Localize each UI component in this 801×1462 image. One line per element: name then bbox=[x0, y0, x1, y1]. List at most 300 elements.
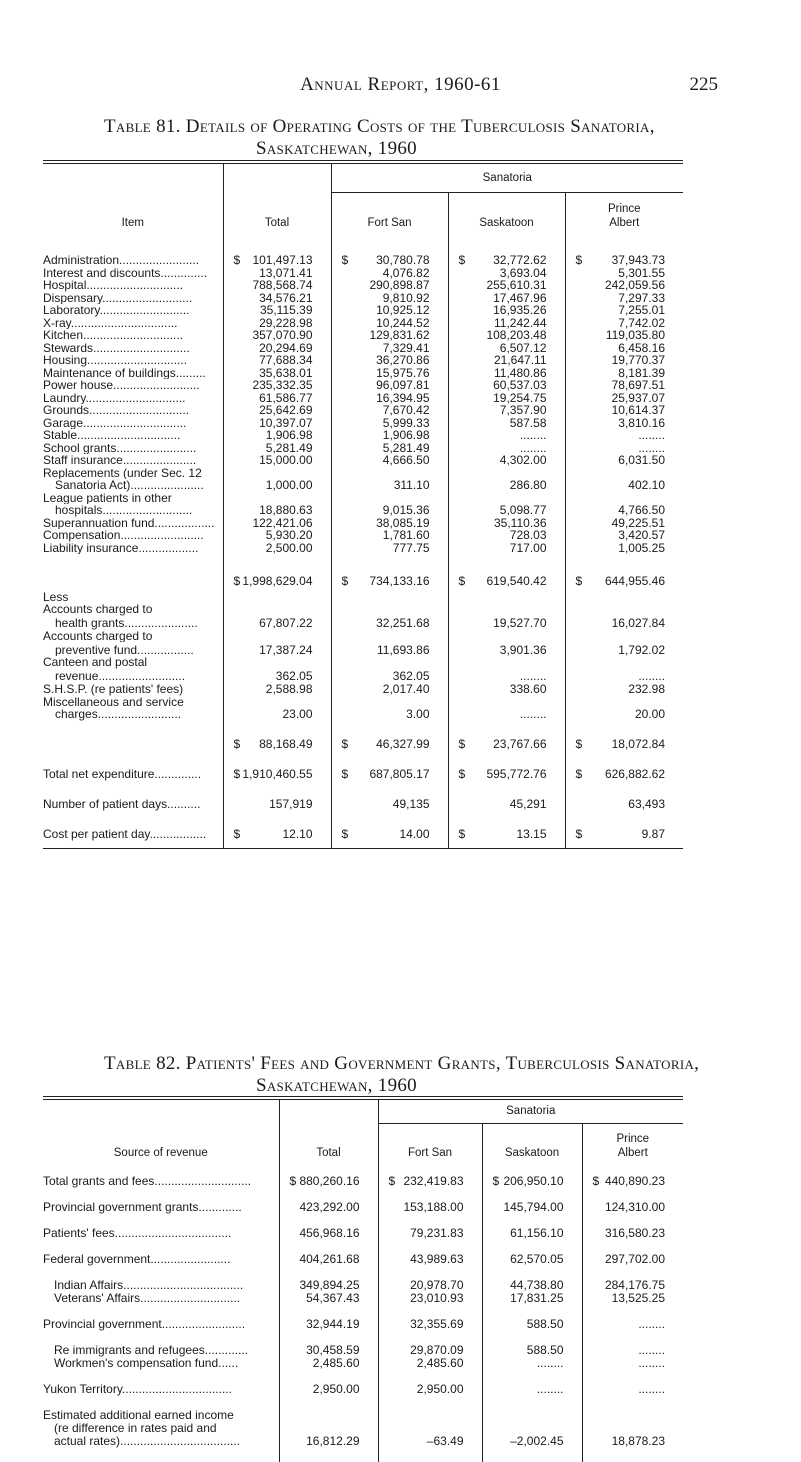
empty-cell bbox=[279, 1448, 378, 1462]
empty-cell bbox=[482, 1396, 582, 1422]
item-label bbox=[43, 587, 223, 603]
item-label: Miscellaneous and service bbox=[43, 696, 223, 709]
table-row bbox=[43, 254, 683, 267]
item-label: actual rates).................................... bbox=[43, 1435, 279, 1448]
saskatoon-cell bbox=[448, 603, 565, 616]
item-label bbox=[43, 236, 223, 254]
running-title: Annual Report, 1960-61 bbox=[300, 74, 501, 95]
item-label: Compensation......................... bbox=[43, 529, 223, 542]
total-cell: 25,642.69 bbox=[223, 404, 331, 417]
prince-albert-cell: 3,420.57 bbox=[618, 528, 665, 542]
rule-cell bbox=[565, 841, 683, 849]
saskatoon-cell bbox=[448, 696, 565, 709]
fort-san-cell: 11,693.86 bbox=[331, 642, 448, 656]
table82-title bbox=[104, 1053, 724, 1097]
total-header-spacer bbox=[223, 164, 331, 192]
empty-cell bbox=[582, 1448, 683, 1462]
item-label: Provincial government......................... bbox=[43, 1305, 279, 1331]
table81-title bbox=[104, 116, 724, 160]
total-cell: 34,576.21 bbox=[223, 292, 331, 305]
prince-albert-cell: ........ bbox=[638, 1343, 665, 1357]
table-row bbox=[43, 392, 683, 405]
fort-san-cell: 153,188.00 bbox=[378, 1188, 482, 1214]
table-row bbox=[43, 517, 683, 530]
total-cell: 32,944.19 bbox=[279, 1305, 378, 1331]
fort-san-cell bbox=[331, 603, 448, 616]
item-label: charges......................... bbox=[43, 708, 223, 721]
total-cell: 2,588.98 bbox=[223, 683, 331, 696]
fort-san-cell bbox=[331, 696, 448, 709]
saskatoon-cell: 717.00 bbox=[448, 542, 565, 555]
saskatoon-cell bbox=[448, 236, 565, 254]
saskatoon-cell: 588.50 bbox=[482, 1305, 582, 1331]
prince-albert-cell: 4,766.50 bbox=[618, 503, 665, 517]
item-label: revenue.......................... bbox=[43, 669, 223, 683]
prince-albert-cell: ........ bbox=[638, 1356, 665, 1370]
total-cell: 5,281.49 bbox=[223, 442, 331, 455]
saskatoon-cell: $ 23,767.66 bbox=[448, 721, 565, 751]
table-row bbox=[43, 1435, 683, 1448]
item-label: Replacements (under Sec. 12 bbox=[43, 467, 223, 480]
total-cell: 10,397.07 bbox=[223, 417, 331, 430]
fort-san-cell: 7,329.41 bbox=[331, 342, 448, 355]
table-row bbox=[43, 454, 683, 467]
saskatoon-cell: 62,570.05 bbox=[482, 1240, 582, 1266]
table-row bbox=[43, 417, 683, 430]
saskatoon-cell: 728.03 bbox=[448, 529, 565, 542]
prince-albert-cell: 49,225.51 bbox=[611, 515, 665, 530]
total-cell: 1,000.00 bbox=[223, 479, 331, 492]
fort-san-cell: 2,950.00 bbox=[378, 1370, 482, 1396]
total-cell: 54,367.43 bbox=[279, 1292, 378, 1305]
saskatoon-cell bbox=[448, 467, 565, 480]
item-label: Laboratory........................... bbox=[43, 304, 223, 317]
table-row bbox=[43, 342, 683, 355]
table-row bbox=[43, 267, 683, 280]
fort-san-cell: 290,898.87 bbox=[331, 279, 448, 292]
fort-san-cell: 5,999.33 bbox=[331, 417, 448, 430]
saskatoon-cell: 588.50 bbox=[482, 1331, 582, 1357]
fort-san-cell: 129,831.62 bbox=[331, 329, 448, 342]
sanatoria82-group-header: Sanatoria bbox=[378, 1100, 683, 1123]
item-label bbox=[43, 1165, 279, 1175]
fort-san-cell: 5,281.49 bbox=[331, 442, 448, 455]
item-label: Number of patient days.......... bbox=[43, 781, 223, 811]
item-header-spacer bbox=[43, 164, 223, 192]
total-cell: 16,812.29 bbox=[279, 1435, 378, 1448]
item-label: Hospital............................. bbox=[43, 279, 223, 292]
less-heading: Less bbox=[43, 589, 69, 603]
total-cell: $ 880,260.16 bbox=[279, 1175, 378, 1188]
total-cell bbox=[223, 656, 331, 669]
saskatoon-cell: 11,242.44 bbox=[448, 317, 565, 330]
total-cell: 2,950.00 bbox=[279, 1370, 378, 1396]
empty-cell bbox=[378, 1422, 482, 1435]
fort-san-cell bbox=[331, 236, 448, 254]
table-row bbox=[43, 317, 683, 330]
empty-cell bbox=[582, 1396, 683, 1422]
prince-albert-cell: 7,742.02 bbox=[618, 315, 665, 330]
table-row bbox=[43, 467, 683, 480]
fort-san-cell: 79,231.83 bbox=[378, 1214, 482, 1240]
table-row bbox=[43, 1396, 683, 1422]
prince-albert-cell: 13,525.25 bbox=[611, 1291, 665, 1305]
table-row bbox=[43, 367, 683, 380]
saskatoon-cell: $ 32,772.62 bbox=[448, 254, 565, 267]
page-header bbox=[0, 74, 801, 98]
column-header-prince-albert: Prince Albert bbox=[607, 203, 641, 229]
item-label: health grants...................... bbox=[43, 616, 223, 630]
fort-san-cell: 1,906.98 bbox=[331, 429, 448, 442]
total-cell: $ 1,910,460.55 bbox=[223, 751, 331, 781]
total-cell: $ 101,497.13 bbox=[223, 254, 331, 267]
item-label: Federal government........................ bbox=[43, 1240, 279, 1266]
total-cell: 2,485.60 bbox=[279, 1357, 378, 1370]
prince-albert-cell: 6,458.16 bbox=[618, 340, 665, 355]
item-label: Accounts charged to bbox=[43, 603, 223, 616]
saskatoon-cell: ........ bbox=[448, 429, 565, 442]
fort-san-cell: 96,097.81 bbox=[331, 379, 448, 392]
table-row bbox=[43, 404, 683, 417]
summary-row bbox=[43, 781, 683, 811]
prince-albert-cell: 124,310.00 bbox=[604, 1200, 665, 1214]
item-label: Yukon Territory................................. bbox=[43, 1370, 279, 1396]
table-row bbox=[43, 669, 683, 683]
total-cell: $ 88,168.49 bbox=[223, 721, 331, 751]
saskatoon-cell: $ 595,772.76 bbox=[448, 751, 565, 781]
item-label: Indian Affairs.................................... bbox=[43, 1266, 279, 1292]
prince-albert-cell: 284,176.75 bbox=[604, 1278, 665, 1292]
prince-albert-cell: 78,697.51 bbox=[611, 378, 665, 392]
fort-san-cell: 10,925.12 bbox=[331, 304, 448, 317]
table-row bbox=[43, 1240, 683, 1266]
table82-grid bbox=[43, 1100, 683, 1462]
saskatoon-cell: 11,480.86 bbox=[448, 367, 565, 380]
fort-san-cell: 2,017.40 bbox=[331, 683, 448, 696]
item-label: School grants........................ bbox=[43, 442, 223, 455]
rule-cell bbox=[43, 841, 223, 849]
total-cell: $ 12.10 bbox=[223, 811, 331, 841]
fort-san-cell: 36,270.86 bbox=[331, 354, 448, 367]
fort-san-cell bbox=[331, 587, 448, 603]
prince-albert-cell: 5,301.55 bbox=[618, 265, 665, 280]
item-label: Garage............................... bbox=[43, 417, 223, 430]
item-label: Veterans' Affairs.............................. bbox=[43, 1292, 279, 1305]
table-row bbox=[43, 656, 683, 669]
fort-san-cell: 7,670.42 bbox=[331, 404, 448, 417]
prince-albert-cell: ........ bbox=[638, 428, 665, 442]
item-label bbox=[43, 721, 223, 751]
prince-albert-cell: 402.10 bbox=[628, 478, 665, 492]
fort-san-cell: 1,781.60 bbox=[331, 529, 448, 542]
prince-albert-cell bbox=[565, 603, 683, 616]
table-row bbox=[43, 1188, 683, 1214]
empty-cell bbox=[279, 1422, 378, 1435]
fort-san-cell: 9,015.36 bbox=[331, 504, 448, 517]
saskatoon-cell: 44,738.80 bbox=[482, 1266, 582, 1292]
table-row bbox=[43, 1175, 683, 1188]
item-label: Grounds.............................. bbox=[43, 404, 223, 417]
total-cell: $ 1,998,629.04 bbox=[223, 554, 331, 587]
table81-title-line1: Table 81. Details of Operating Costs of the Tuberculosis Sanatoria, bbox=[104, 116, 655, 137]
total-cell: 235,332.35 bbox=[223, 379, 331, 392]
table-row bbox=[43, 1331, 683, 1357]
prince-albert-cell: 7,297.33 bbox=[618, 290, 665, 305]
item-label: Liability insurance.................. bbox=[43, 542, 223, 555]
fort-san-cell: $ 687,805.17 bbox=[331, 751, 448, 781]
total-cell: 349,894.25 bbox=[279, 1266, 378, 1292]
spacer-row bbox=[43, 1165, 683, 1175]
column-header-item: Item bbox=[43, 192, 223, 236]
table-row bbox=[43, 279, 683, 292]
prince-albert-cell: ........ bbox=[638, 1317, 665, 1331]
column-header-saskatoon: Saskatoon bbox=[448, 192, 565, 236]
column-header-fort-san: Fort San bbox=[331, 192, 448, 236]
table-row bbox=[43, 1370, 683, 1396]
total-cell: 30,458.59 bbox=[279, 1331, 378, 1357]
table-row bbox=[43, 442, 683, 455]
prince-albert-cell: ........ bbox=[638, 1382, 665, 1396]
empty-cell bbox=[482, 1422, 582, 1435]
table-row bbox=[43, 292, 683, 305]
rule-cell bbox=[448, 841, 565, 849]
total-cell: 23.00 bbox=[223, 708, 331, 721]
item-label: hospitals........................... bbox=[43, 504, 223, 517]
saskatoon-cell: 21,647.11 bbox=[448, 354, 565, 367]
total-cell bbox=[223, 587, 331, 603]
prince-albert-cell: 242,059.56 bbox=[604, 278, 665, 292]
prince-albert-cell bbox=[565, 587, 683, 603]
fort-san-cell: $ 232,419.83 bbox=[378, 1175, 482, 1188]
table82-title-line1: Table 82. Patients' Fees and Government Grants, Tuberculosis Sanatoria, bbox=[104, 1053, 700, 1074]
subtotal-row bbox=[43, 554, 683, 587]
saskatoon-cell: 19,527.70 bbox=[448, 616, 565, 630]
fort-san-cell: 38,085.19 bbox=[331, 517, 448, 530]
saskatoon-cell: $ 206,950.10 bbox=[482, 1175, 582, 1188]
saskatoon-cell: –2,002.45 bbox=[482, 1435, 582, 1448]
item-label: Provincial government grants............. bbox=[43, 1188, 279, 1214]
source-header-spacer bbox=[43, 1100, 279, 1123]
page-number: 225 bbox=[689, 74, 718, 95]
total-cell: 18,880.63 bbox=[223, 504, 331, 517]
item-label: Total grants and fees............................. bbox=[43, 1175, 279, 1188]
prince-albert-cell: 8,181.39 bbox=[618, 365, 665, 380]
table-row bbox=[43, 642, 683, 656]
fort-san-cell: 29,870.09 bbox=[378, 1331, 482, 1357]
total-cell: 456,968.16 bbox=[279, 1214, 378, 1240]
saskatoon-cell bbox=[448, 587, 565, 603]
prince-albert-cell bbox=[565, 696, 683, 709]
table-row bbox=[43, 696, 683, 709]
item-label: Estimated additional earned income bbox=[43, 1396, 279, 1422]
fort-san-cell bbox=[331, 467, 448, 480]
summary-row bbox=[43, 751, 683, 781]
saskatoon-cell: 286.80 bbox=[448, 479, 565, 492]
saskatoon-cell: 45,291 bbox=[448, 781, 565, 811]
item-label: Dispensary........................... bbox=[43, 292, 223, 305]
total82-header-spacer bbox=[279, 1100, 378, 1123]
item-label: Patients' fees................................... bbox=[43, 1214, 279, 1240]
saskatoon-cell: 145,794.00 bbox=[482, 1188, 582, 1214]
fort-san-cell: 49,135 bbox=[331, 781, 448, 811]
item-label: Maintenance of buildings......... bbox=[43, 367, 223, 380]
table81-bottom-rule bbox=[43, 841, 683, 849]
prince-albert-cell bbox=[565, 467, 683, 480]
saskatoon-cell: ........ bbox=[448, 708, 565, 721]
rule-cell bbox=[223, 841, 331, 849]
prince-albert-cell: ........ bbox=[638, 669, 665, 683]
prince-albert-cell: $ 18,072.84 bbox=[575, 737, 665, 751]
prince-albert-cell: 63,493 bbox=[628, 797, 665, 811]
item-label: Kitchen.............................. bbox=[43, 329, 223, 342]
table-row bbox=[43, 1422, 683, 1435]
item-label: Stable............................... bbox=[43, 429, 223, 442]
prince-albert-cell: 19,770.37 bbox=[611, 353, 665, 367]
fort-san-cell: 20,978.70 bbox=[378, 1266, 482, 1292]
item-label: Staff insurance...................... bbox=[43, 454, 223, 467]
saskatoon-cell: 5,098.77 bbox=[448, 504, 565, 517]
fort-san-cell: 2,485.60 bbox=[378, 1357, 482, 1370]
saskatoon-cell: 4,302.00 bbox=[448, 454, 565, 467]
prince-albert-cell: 3,810.16 bbox=[618, 415, 665, 430]
total-cell: 35,638.01 bbox=[223, 367, 331, 380]
table81-grid bbox=[43, 164, 683, 849]
saskatoon-cell bbox=[448, 630, 565, 643]
fort-san-cell: $ 14.00 bbox=[331, 811, 448, 841]
item-label: Stewards............................. bbox=[43, 342, 223, 355]
saskatoon-cell: 3,901.36 bbox=[448, 642, 565, 656]
prince-albert-cell: 18,878.23 bbox=[611, 1434, 665, 1448]
table-row bbox=[43, 479, 683, 492]
prince-albert-cell: 119,035.80 bbox=[605, 328, 665, 342]
item-label: Re immigrants and refugees............. bbox=[43, 1331, 279, 1357]
fort-san-cell bbox=[331, 656, 448, 669]
prince-albert-cell bbox=[565, 656, 683, 669]
item-label: Cost per patient day................. bbox=[43, 811, 223, 841]
fort-san-cell: $ 46,327.99 bbox=[331, 721, 448, 751]
saskatoon-cell: 17,831.25 bbox=[482, 1292, 582, 1305]
table-row bbox=[43, 708, 683, 721]
saskatoon-cell: 3,693.04 bbox=[448, 267, 565, 280]
prince-albert-cell bbox=[565, 630, 683, 643]
total-cell: 788,568.74 bbox=[223, 279, 331, 292]
fort-san-cell: 43,989.63 bbox=[378, 1240, 482, 1266]
prince-albert-cell: 25,937.07 bbox=[611, 390, 665, 405]
table-row bbox=[43, 529, 683, 542]
item-label: S.H.S.P. (re patients' fees) bbox=[43, 683, 223, 696]
table-row bbox=[43, 379, 683, 392]
saskatoon-cell: ........ bbox=[448, 669, 565, 683]
total-cell: 5,930.20 bbox=[223, 529, 331, 542]
prince-albert-cell: $ 37,943.73 bbox=[575, 253, 665, 267]
total-cell: 13,071.41 bbox=[223, 267, 331, 280]
table81-body bbox=[43, 236, 683, 849]
table-row bbox=[43, 1357, 683, 1370]
total-cell: 404,261.68 bbox=[279, 1240, 378, 1266]
saskatoon-cell: ........ bbox=[482, 1357, 582, 1370]
total-cell bbox=[223, 696, 331, 709]
saskatoon-cell: $ 619,540.42 bbox=[448, 554, 565, 587]
fort-san-cell: –63.49 bbox=[378, 1435, 482, 1448]
column-header-total: Total bbox=[223, 192, 331, 236]
item-label: X-ray................................ bbox=[43, 317, 223, 330]
saskatoon-cell: 16,935.26 bbox=[448, 304, 565, 317]
total-cell: 20,294.69 bbox=[223, 342, 331, 355]
item-label: Power house.......................... bbox=[43, 379, 223, 392]
item-label: Administration........................ bbox=[43, 254, 223, 267]
item-label: League patients in other bbox=[43, 492, 223, 505]
sanatoria-group-header: Sanatoria bbox=[331, 164, 683, 192]
item-label: Superannuation fund.................. bbox=[43, 517, 223, 530]
table-row bbox=[43, 683, 683, 696]
fort-san-cell: 32,251.68 bbox=[331, 616, 448, 630]
fort-san-cell: $ 30,780.78 bbox=[331, 254, 448, 267]
table-row bbox=[43, 1305, 683, 1331]
prince-albert-cell: 20.00 bbox=[634, 707, 665, 721]
table-row bbox=[43, 603, 683, 616]
saskatoon-cell: 17,467.96 bbox=[448, 292, 565, 305]
item-label: Interest and discounts.............. bbox=[43, 267, 223, 280]
saskatoon-cell: 338.60 bbox=[448, 683, 565, 696]
fort-san-cell: 23,010.93 bbox=[378, 1292, 482, 1305]
total-cell bbox=[223, 236, 331, 254]
table81 bbox=[43, 160, 683, 849]
column-header-source: Source of revenue bbox=[43, 1123, 279, 1165]
fort-san-cell: 32,355.69 bbox=[378, 1305, 482, 1331]
total-cell: 357,070.90 bbox=[223, 329, 331, 342]
fort-san-cell: $ 734,133.16 bbox=[331, 554, 448, 587]
item-label: (re difference in rates paid and bbox=[43, 1422, 279, 1435]
table-row bbox=[43, 492, 683, 505]
saskatoon-cell: 587.58 bbox=[448, 417, 565, 430]
fort-san-cell: 10,244.52 bbox=[331, 317, 448, 330]
less-total-row bbox=[43, 721, 683, 751]
empty-cell bbox=[43, 1448, 279, 1462]
table82-body bbox=[43, 1165, 683, 1462]
prince-albert-cell: 1,792.02 bbox=[618, 642, 665, 657]
fort-san-cell: 15,975.76 bbox=[331, 367, 448, 380]
item-label bbox=[43, 554, 223, 587]
total-cell: 17,387.24 bbox=[223, 642, 331, 656]
prince-albert-cell: 7,255.01 bbox=[618, 303, 665, 317]
fort-san-cell: 777.75 bbox=[331, 542, 448, 555]
prince-albert-cell: $ 626,882.62 bbox=[575, 767, 665, 781]
saskatoon-cell: $ 13.15 bbox=[448, 811, 565, 841]
fort-san-cell: 311.10 bbox=[331, 479, 448, 492]
saskatoon-cell: 255,610.31 bbox=[448, 279, 565, 292]
saskatoon-cell: ........ bbox=[482, 1370, 582, 1396]
item-label: Accounts charged to bbox=[43, 630, 223, 643]
prince-albert-cell: 10,614.37 bbox=[611, 403, 665, 417]
table81-title-line2: Saskatchewan, 1960 bbox=[256, 138, 417, 159]
prince-albert-cell bbox=[565, 236, 683, 254]
item-label: Workmen's compensation fund...... bbox=[43, 1357, 279, 1370]
prince-albert-cell: 16,027.84 bbox=[611, 616, 665, 630]
less-heading-row bbox=[43, 587, 683, 603]
table-row bbox=[43, 1214, 683, 1240]
prince-albert-cell: 1,005.25 bbox=[618, 540, 665, 555]
column-header-prince-albert-82: Prince Albert bbox=[616, 1133, 650, 1159]
fort-san-cell: 4,666.50 bbox=[331, 454, 448, 467]
item-label: Sanatoria Act)...................... bbox=[43, 479, 223, 492]
total-cell: 15,000.00 bbox=[223, 454, 331, 467]
saskatoon-cell: ........ bbox=[448, 442, 565, 455]
prince-albert-cell: 316,580.23 bbox=[604, 1226, 665, 1240]
item-label: Canteen and postal bbox=[43, 656, 223, 669]
fort-san-cell: 362.05 bbox=[331, 669, 448, 683]
fort-san-cell bbox=[331, 630, 448, 643]
summary-row bbox=[43, 811, 683, 841]
